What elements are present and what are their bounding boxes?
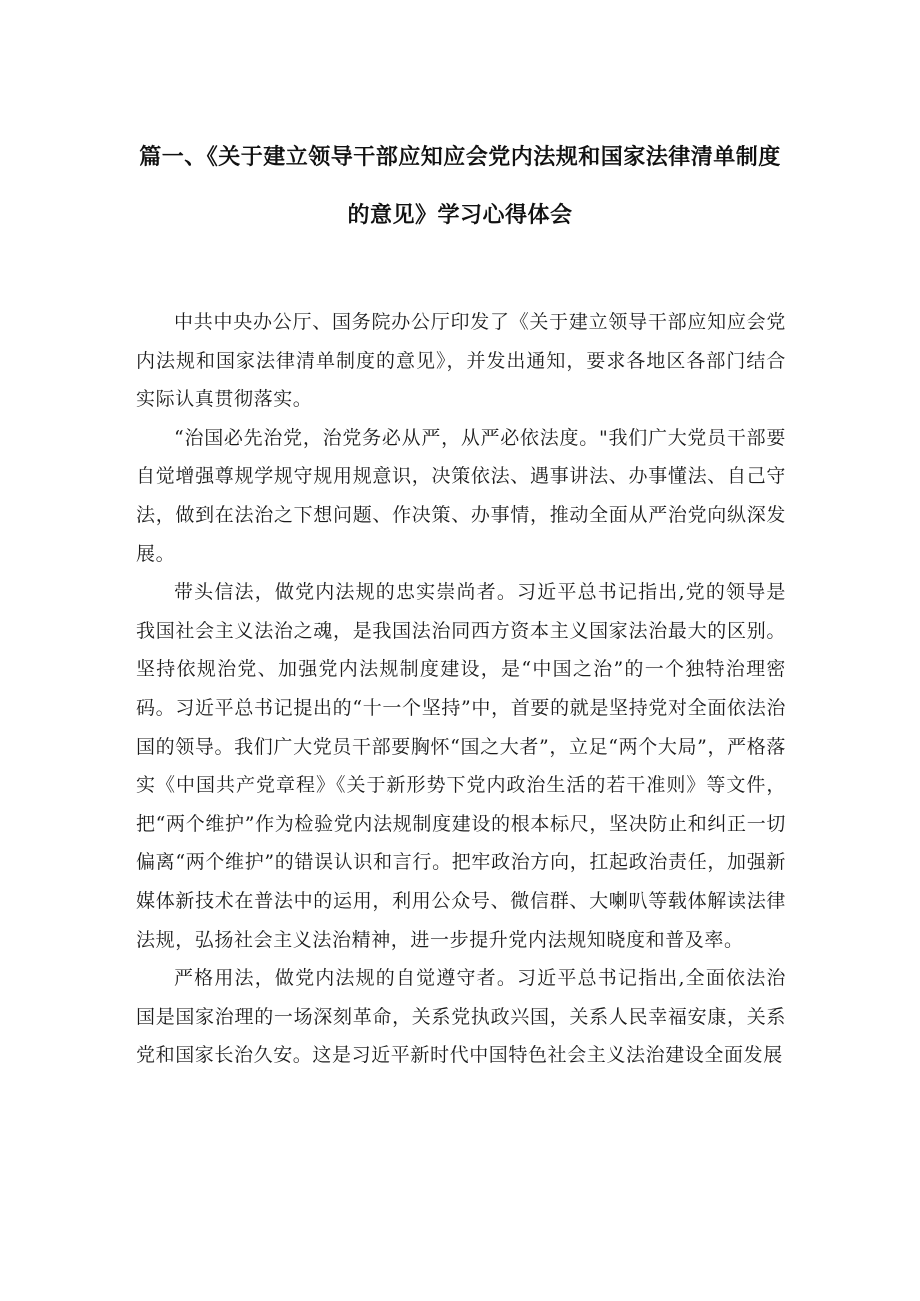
paragraph-3: 带头信法，做党内法规的忠实崇尚者。习近平总书记指出,党的领导是我国社会主义法治之魂，是我国法治同西方资本主义国家法治最大的区别。坚持依规治党、加强党内法规制度建设，是“中国之治”的一个独特治理密码。习近平总书记提出的“十一个坚持”中，首要的就是坚持党对全面依法治国的领导。我们广大党员干部要胸怀“国之大者”，立足“两个大局”，严格落实《中国共产党章程》《关于新形势下党内政治生活的若干准则》等文件，把“两个维护”作为检验党内法规制度建设的根本标尺，坚决防止和纠正一切偏离“两个维护”的错误认识和言行。把牢政治方向，扛起政治责任，加强新媒体新技术在普法中的运用，利用公众号、微信群、大喇叭等载体解读法律法规，弘扬社会主义法治精神，进一步提升党内法规知晓度和普及率。 xyxy=(136,581,786,951)
document-title-line-1: 篇一、《关于建立领导干部应知应会党内法规和国家法律清单制度 xyxy=(139,145,781,170)
document-title-line-2: 的意见》学习心得体会 xyxy=(347,203,573,228)
document-body xyxy=(136,303,786,1075)
paragraph-1: 中共中央办公厅、国务院办公厅印发了《关于建立领导干部应知应会党内法规和国家法律清单制度的意见》，并发出通知，要求各地区各部门结合实际认真贯彻落实。 xyxy=(136,311,786,411)
paragraph-4: 严格用法，做党内法规的自觉遵守者。习近平总书记指出,全面依法治国是国家治理的一场深刻革命，关系党执政兴国，关系人民幸福安康，关系党和国家长治久安。这是习近平新时代中国特色社会主义法治建设全面发展 xyxy=(136,967,786,1067)
paragraph-2: “治国必先治党，治党务必从严，从严必依法度。"我们广大党员干部要自觉增强尊规学规守规用规意识，决策依法、遇事讲法、办事懂法、自己守法，做到在法治之下想问题、作决策、办事情，推动全面从严治党向纵深发展。 xyxy=(136,426,786,565)
